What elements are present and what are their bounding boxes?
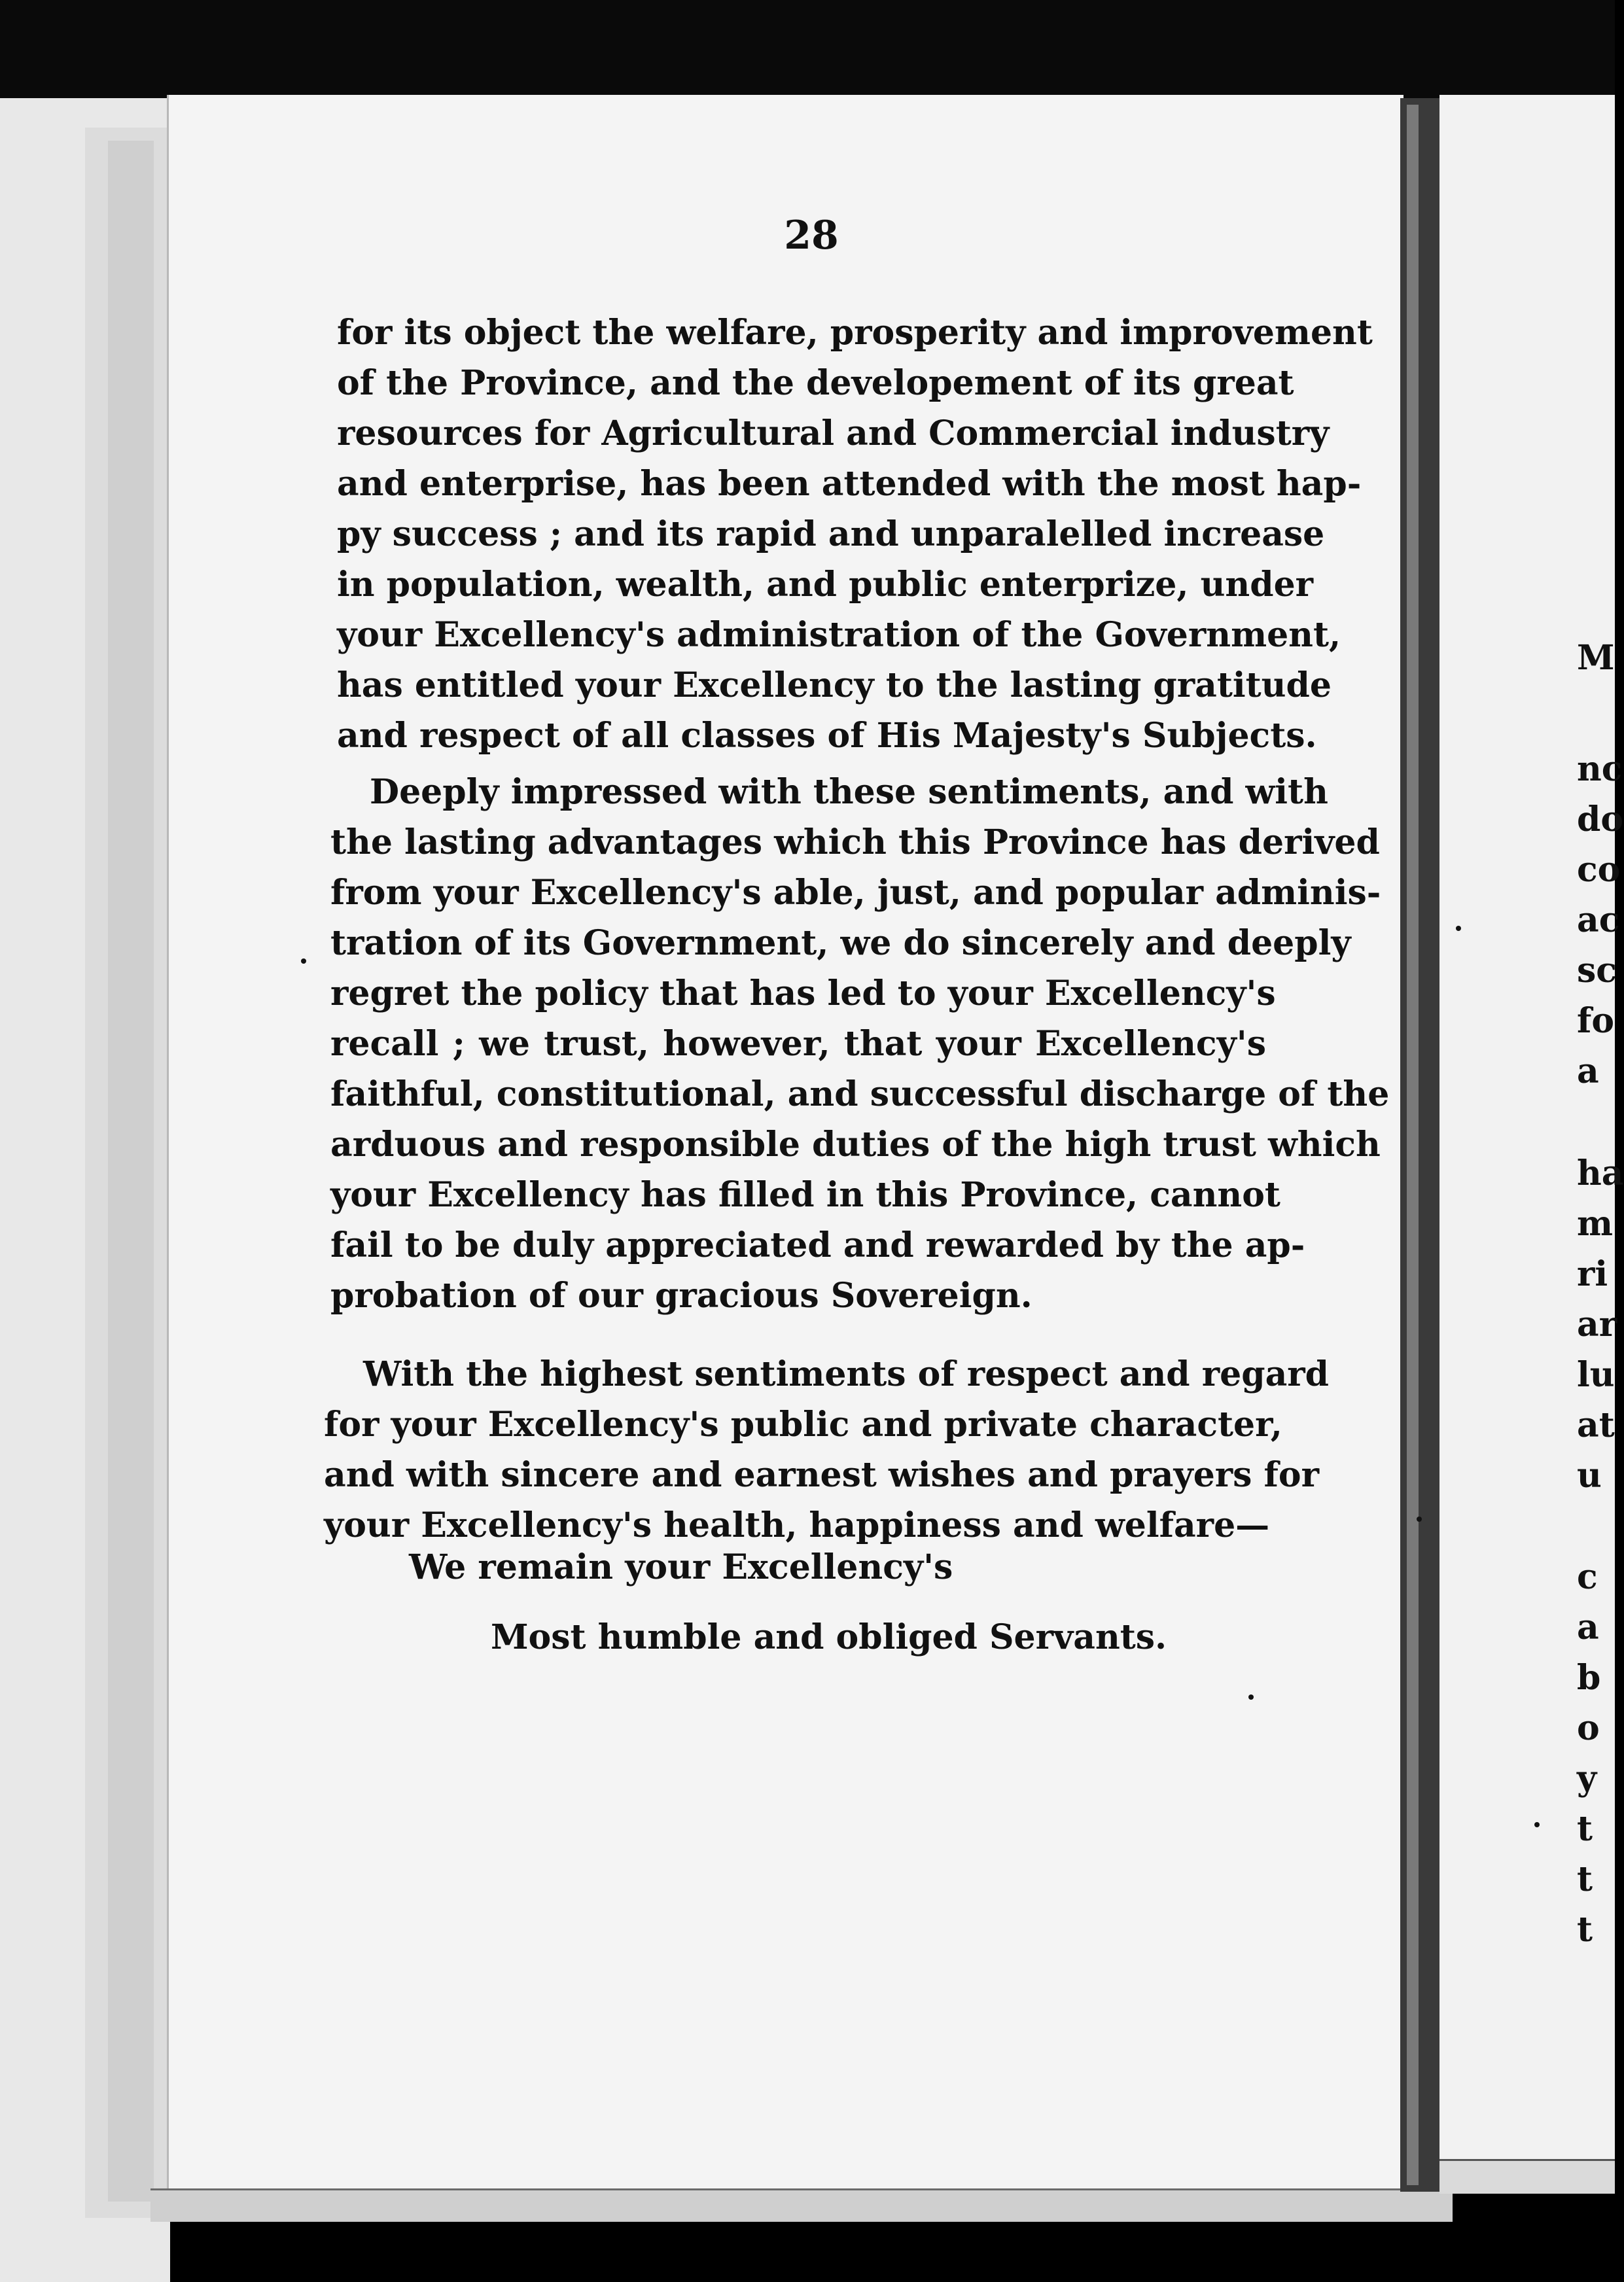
facing-page-fragment: lu	[1577, 1355, 1615, 1395]
bleed-through-line	[340, 1800, 1256, 1849]
facing-page-fragment: a	[1577, 1051, 1599, 1091]
speck	[1248, 1694, 1254, 1700]
closing-line-1: We remain your Excellency's	[409, 1547, 953, 1587]
facing-page-fragment: b	[1577, 1658, 1601, 1698]
speck	[301, 958, 306, 964]
facing-page-fragment: M	[1577, 638, 1615, 678]
bleed-through-line	[340, 1704, 1256, 1752]
facing-page-fragment: ri	[1577, 1254, 1608, 1294]
text-line: your Excellency's administration of the Government,	[337, 615, 1341, 655]
gutter-highlight	[1407, 105, 1419, 2185]
closing-line-2: Most humble and obliged Servants.	[491, 1617, 1167, 1657]
text-line: the lasting advantages which this Province has derived	[330, 822, 1380, 862]
facing-page-fragment: y	[1577, 1759, 1597, 1799]
paragraph-2	[330, 767, 1390, 1321]
facing-page-fragment: u	[1577, 1456, 1602, 1496]
facing-page-fragment: at	[1577, 1405, 1615, 1445]
text-line: and with sincere and earnest wishes and prayers for	[324, 1455, 1319, 1495]
text-line: for its object the welfare, prosperity and improvement	[337, 313, 1373, 353]
text-line: in population, wealth, and public enterprize, under	[337, 565, 1314, 605]
speck	[1417, 1517, 1422, 1522]
text-line: resources for Agricultural and Commercial industry	[337, 413, 1330, 453]
facing-page-fragment: ha	[1577, 1153, 1624, 1193]
text-line: your Excellency has filled in this Province, cannot	[330, 1175, 1280, 1215]
facing-page-fragment: m	[1577, 1204, 1614, 1244]
paragraph-3	[324, 1349, 1330, 1551]
text-line: Deeply impressed with these sentiments, and with	[370, 772, 1328, 812]
speck	[1456, 926, 1461, 931]
text-line: and enterprise, has been attended with the most hap-	[337, 464, 1362, 504]
facing-page-fragment: ac	[1577, 900, 1620, 940]
text-line: your Excellency's health, happiness and welfare—	[324, 1505, 1270, 1545]
page-number: 28	[784, 213, 839, 258]
facing-page-bottom-edge	[1439, 2159, 1615, 2194]
text-line: regret the policy that has led to your Excellency's	[330, 974, 1276, 1013]
text-line: py success ; and its rapid and unparalelled increase	[337, 514, 1325, 554]
text-line: arduous and responsible duties of the high trust which	[330, 1125, 1381, 1165]
text-line: from your Excellency's able, just, and popular adminis-	[330, 873, 1381, 913]
scan-border-top	[0, 0, 1615, 98]
text-line: probation of our gracious Sovereign.	[330, 1276, 1033, 1316]
bleed-through-line	[340, 1655, 1256, 1704]
facing-page-fragment: t	[1577, 1809, 1593, 1849]
facing-page-fragment: ar	[1577, 1305, 1617, 1344]
facing-page-fragment: do	[1577, 799, 1624, 839]
text-line: tration of its Government, we do sincerely and deeply	[330, 923, 1351, 963]
facing-page-fragment: nc	[1577, 749, 1623, 789]
text-line: of the Province, and the developement of its great	[337, 363, 1294, 403]
text-line: With the highest sentiments of respect and regard	[363, 1354, 1330, 1394]
text-line: recall ; we trust, however, that your Excellency's	[330, 1024, 1266, 1064]
bleed-through-text	[340, 1655, 1256, 1946]
underlying-page-strip	[108, 141, 154, 2202]
facing-page-fragment: sc	[1577, 951, 1617, 991]
facing-page-fragment: a	[1577, 1607, 1599, 1647]
bleed-through-line	[340, 1752, 1256, 1800]
facing-page-fragment: c	[1577, 1557, 1598, 1597]
facing-page-fragment: t	[1577, 1910, 1593, 1950]
paragraph-1	[337, 307, 1373, 761]
facing-page-fragment: o	[1577, 1708, 1600, 1748]
text-line: and respect of all classes of His Majesty's Subjects.	[337, 716, 1317, 756]
bleed-through-line	[340, 1897, 1256, 1946]
facing-page-fragment: t	[1577, 1859, 1593, 1899]
facing-page-fragment: fo	[1577, 1001, 1615, 1041]
page-bottom-edge	[150, 2188, 1453, 2222]
text-line: for your Excellency's public and private character,	[324, 1405, 1282, 1445]
text-line: has entitled your Excellency to the lasting gratitude	[337, 665, 1332, 705]
text-line: faithful, constitutional, and successful discharge of the	[330, 1074, 1390, 1114]
bleed-through-line	[340, 1849, 1256, 1897]
text-line: fail to be duly appreciated and rewarded by the ap-	[330, 1225, 1305, 1265]
speck	[1534, 1822, 1540, 1827]
facing-page-fragment: co	[1577, 850, 1621, 890]
